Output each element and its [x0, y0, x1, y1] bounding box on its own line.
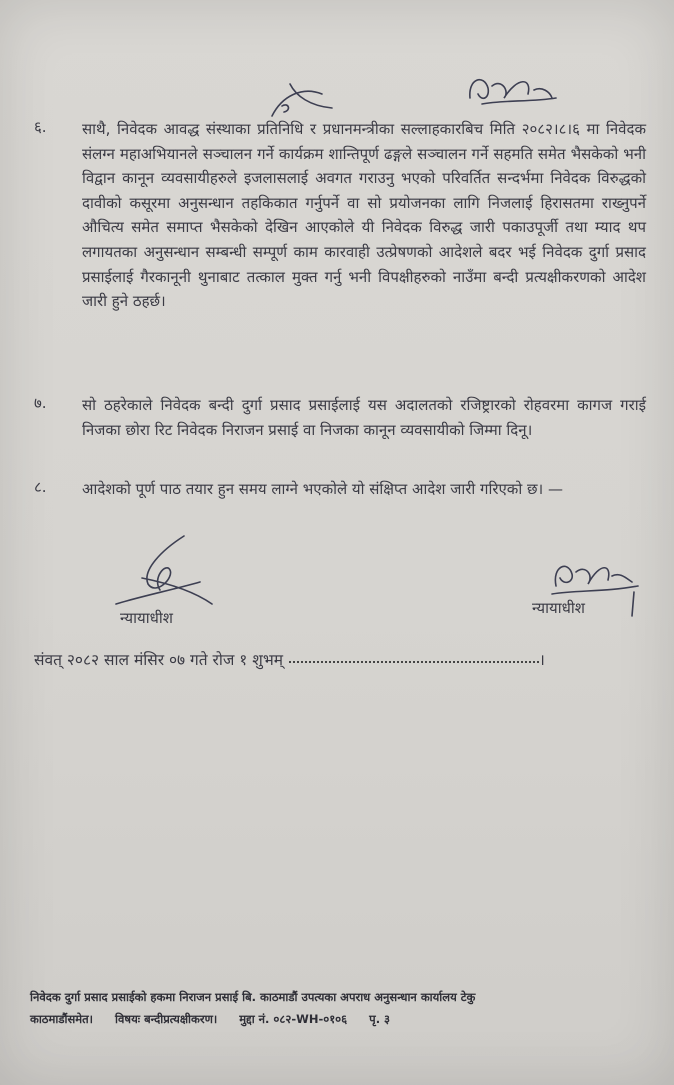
paragraph-number: ७.	[34, 394, 47, 412]
dotted-fill	[289, 661, 539, 663]
footer-details	[30, 1008, 670, 1030]
date-end-mark: ।	[539, 651, 545, 669]
signature-mark-top-right	[462, 68, 562, 116]
paragraph-text: साथै, निवेदक आवद्ध संस्थाका प्रतिनिधि र प्रधानमन्त्रीका सल्लाहकारबिच मिति २०८२।८।६ मा निवेदक संलग्न महाअभियानले सञ्चालन गर्ने कार्यक्रम शान्तिपूर्ण ढङ्गले सञ्चालन गर्ने सहमति समेत भैसकेको भनी विद्वान कानून व्यवसायीहरुले इजलासलाई अवगत गराउनु भएको परिवर्तित सन्दर्भमा निवेदक विरुद्धको दावीको कसूरमा अनुसन्धान तहकिकात गर्नुपर्ने वा सो प्रयोजनका लागि निजलाई हिरासतमा राख्नुपर्ने औचित्य समेत समाप्त भैसकेको देखिन आएकोले यी निवेदक विरुद्ध जारी पकाउपूर्जी तथा म्याद थप लगायतका अनुसन्धान सम्बन्धी सम्पूर्ण काम कारवाही उत्प्रेषणको आदेशले बदर भई निवेदक दुर्गा प्रसाद प्रसाईलाई गैरकानूनी थुनाबाट तत्काल मुक्त गर्नु भनी विपक्षीहरुको नाउँमा बन्दी प्रत्यक्षीकरणको आदेश जारी हुने ठहर्छ।	[82, 120, 646, 311]
paragraph-number: ६.	[34, 118, 47, 136]
left-judge-title: न्यायाधीश	[120, 609, 173, 627]
footer-page-number: पृ. ३	[369, 1012, 391, 1026]
footer-case-title: निवेदक दुर्गा प्रसाद प्रसाईको हकमा निराजन प्रसाई बि. काठमाडौं उपत्यका अपराध अनुसन्धान कार्यालय टेकु	[30, 990, 476, 1004]
order-paragraph-8	[34, 477, 646, 533]
paragraph-number: ८.	[34, 478, 47, 496]
page-footer	[30, 986, 670, 1030]
footer-respondent: काठमाडौंसमेत।	[30, 1012, 94, 1026]
date-text: संवत् २०८२ साल मंसिर ०७ गते रोज १ शुभम्	[34, 651, 283, 669]
paragraph-text: सो ठहरेकाले निवेदक बन्दी दुर्गा प्रसाद प्रसाईलाई यस अदालतको रजिष्ट्रारको रोहवरमा कागज गराई निजका छोरा रिट निवेदक निराजन प्रसाई वा निजका कानून व्यवसायीको जिम्मा दिनू।	[82, 396, 646, 439]
date-line	[34, 648, 545, 670]
footer-case-number: मुद्दा नं. ०८२-WH-०१०६	[239, 1012, 348, 1026]
left-judge-signature	[112, 530, 222, 610]
order-paragraph-6	[34, 117, 646, 387]
right-judge-title: न्यायाधीश	[532, 599, 585, 617]
footer-subject: विषयः बन्दीप्रत्यक्षीकरण।	[115, 1012, 218, 1026]
order-paragraph-7	[34, 393, 646, 473]
paragraph-text: आदेशको पूर्ण पाठ तयार हुन समय लाग्ने भएकोले यो संक्षिप्त आदेश जारी गरिएको छ। —	[82, 480, 563, 498]
